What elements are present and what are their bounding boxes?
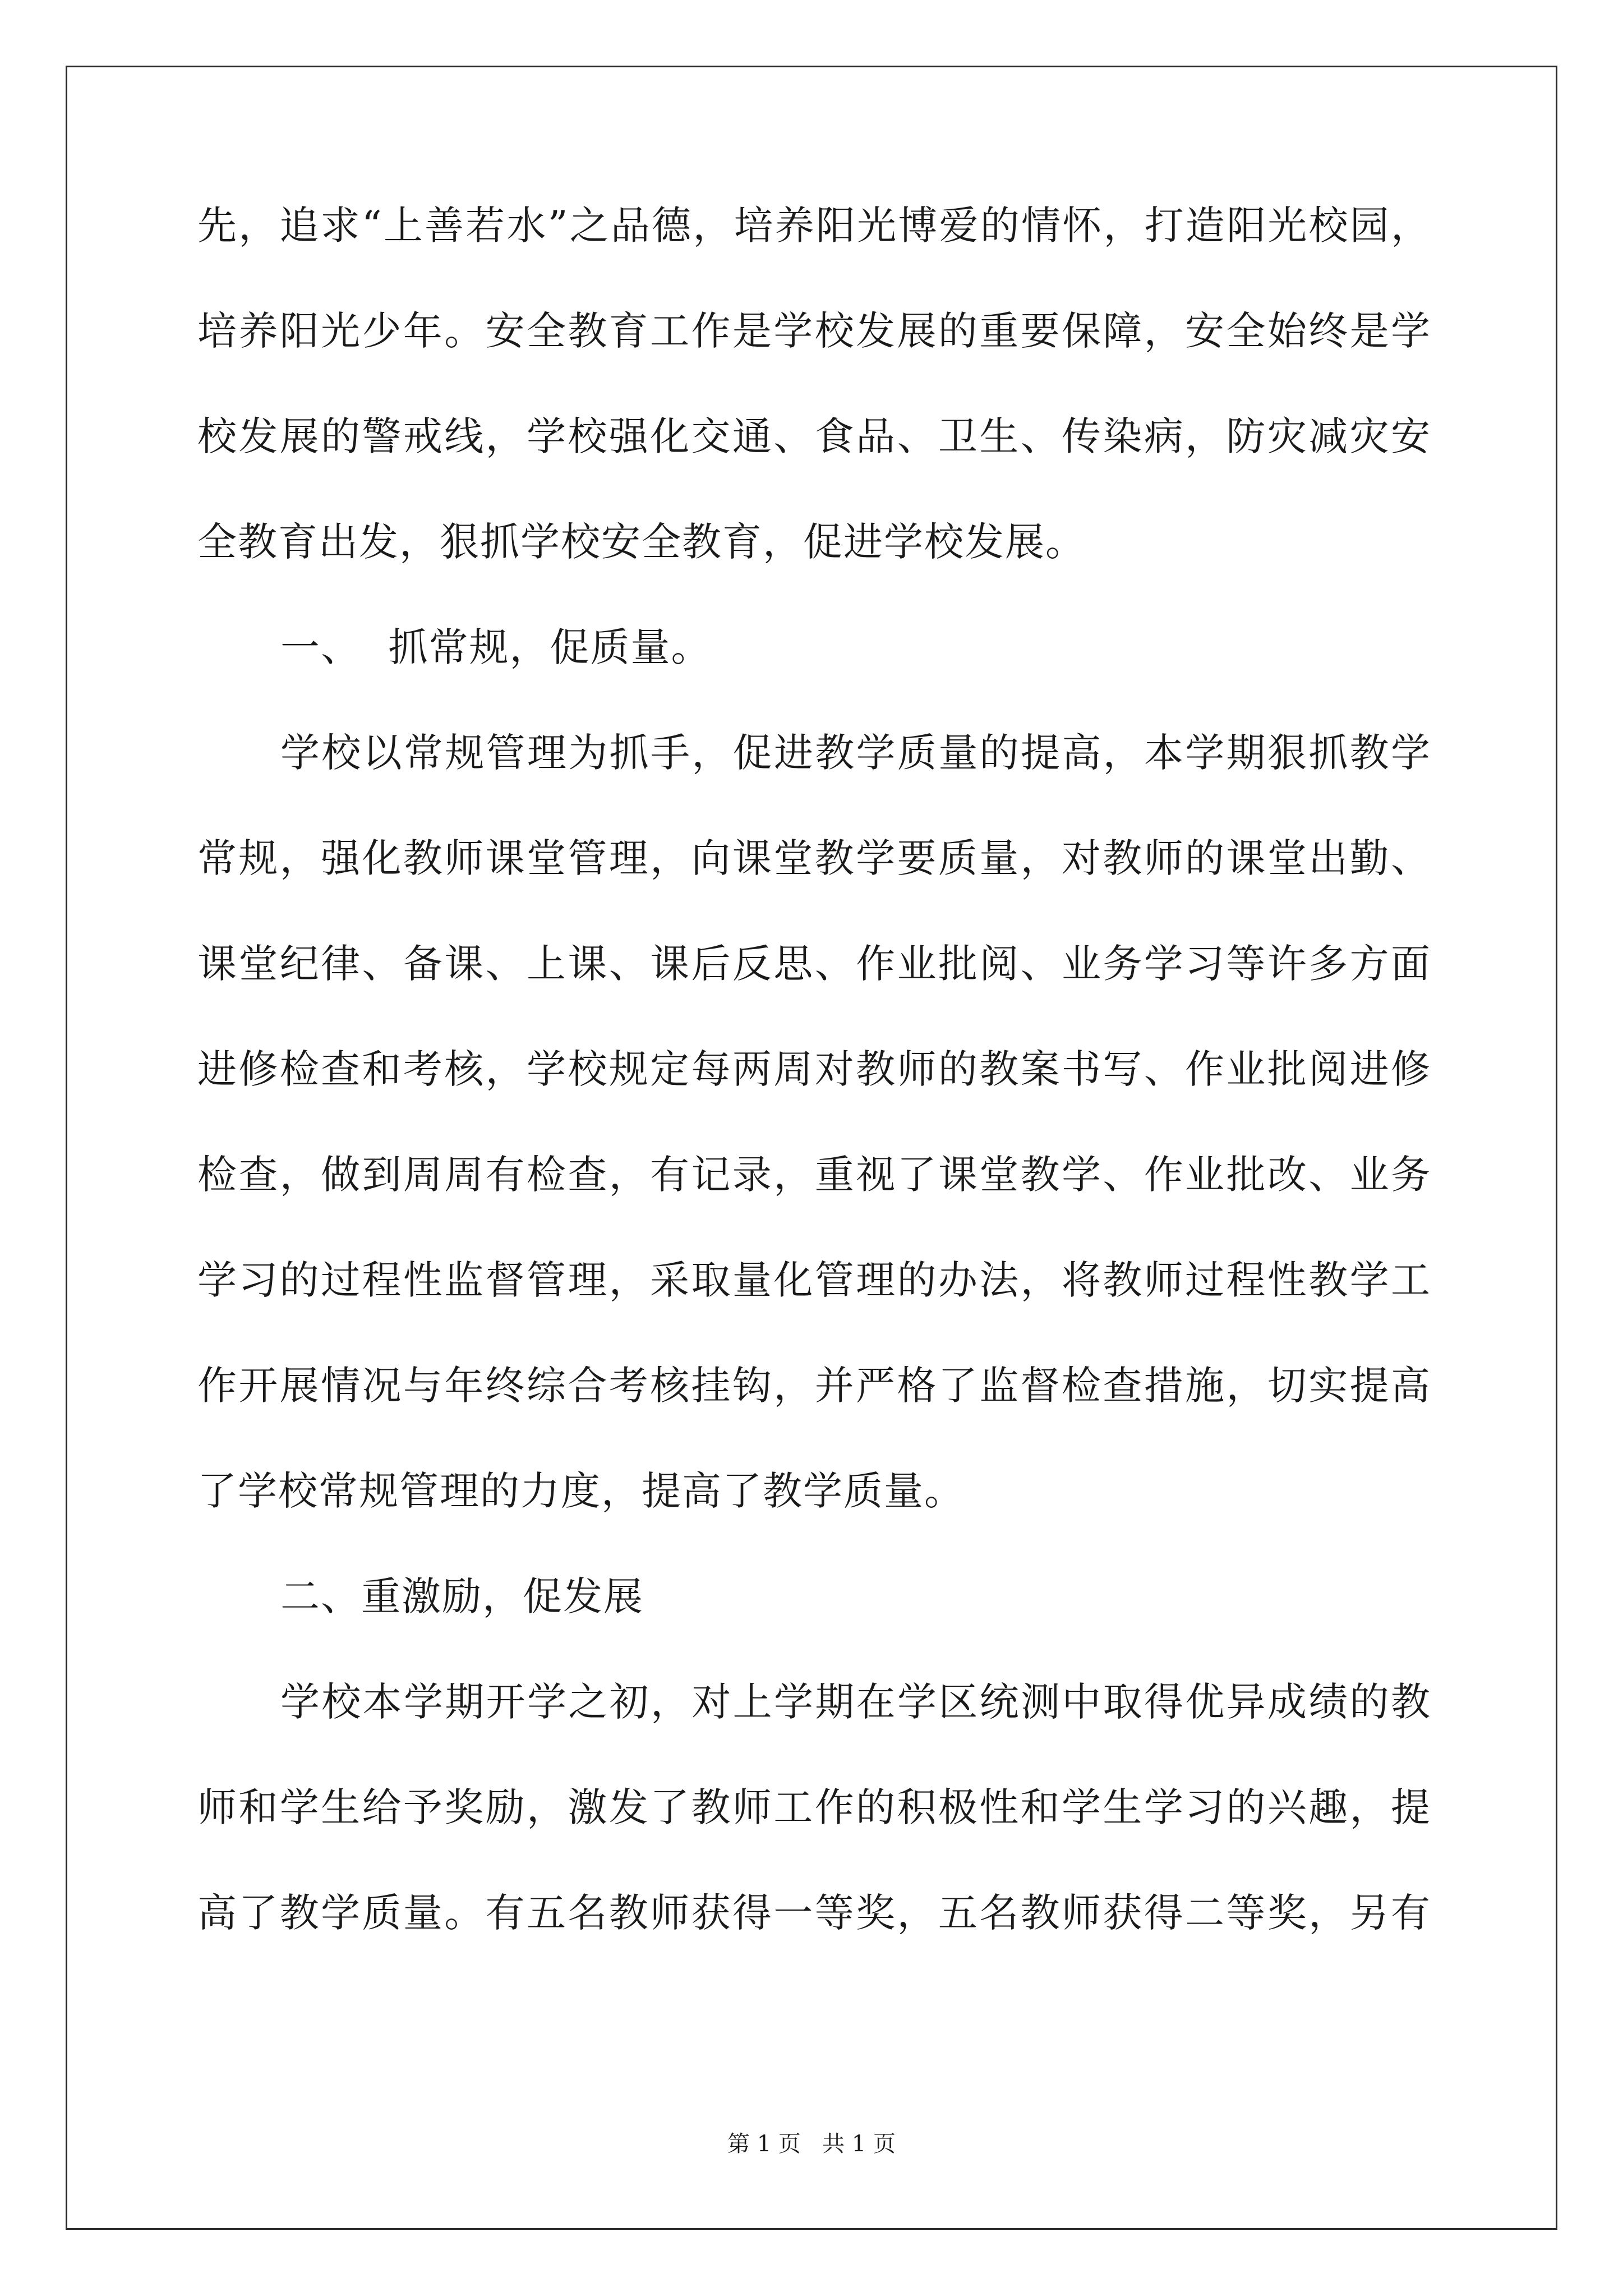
text-line: 学习的过程性监督管理，采取量化管理的办法，将教师过程性教学工 <box>197 1257 1431 1303</box>
text-line: 进修检查和考核，学校规定每两周对教师的教案书写、作业批阅进修 <box>197 1046 1431 1092</box>
text-line: 高了教学质量。有五名教师获得一等奖，五名教师获得二等奖，另有 <box>197 1890 1431 1936</box>
text-line: 学校以常规管理为抓手，促进教学质量的提高，本学期狠抓教学 <box>280 730 1431 776</box>
text-line: 先，追求“上善若水”之品德，培养阳光博爱的情怀，打造阳光校园， <box>197 203 1431 249</box>
section-heading-2: 二、重激励，促发展 <box>280 1573 644 1619</box>
text-line: 师和学生给予奖励，激发了教师工作的积极性和学生学习的兴趣，提 <box>197 1784 1431 1830</box>
page-footer: 第 1 页 共 1 页 <box>727 2131 896 2157</box>
section-heading-1: 一、 抓常规，促质量。 <box>280 624 712 670</box>
text-line: 检查，做到周周有检查，有记录，重视了课堂教学、作业批改、业务 <box>197 1152 1431 1198</box>
text-line: 常规，强化教师课堂管理，向课堂教学要质量，对教师的课堂出勤、 <box>197 835 1431 881</box>
text-line: 了学校常规管理的力度，提高了教学质量。 <box>197 1468 965 1514</box>
text-line: 全教育出发，狠抓学校安全教育，促进学校发展。 <box>197 519 1086 565</box>
text-line: 校发展的警戒线，学校强化交通、食品、卫生、传染病，防灾减灾安 <box>197 413 1431 459</box>
text-line: 培养阳光少年。安全教育工作是学校发展的重要保障，安全始终是学 <box>197 308 1431 354</box>
text-line: 课堂纪律、备课、上课、课后反思、作业批阅、业务学习等许多方面 <box>197 941 1431 987</box>
text-line: 学校本学期开学之初，对上学期在学区统测中取得优异成绩的教 <box>280 1679 1431 1725</box>
text-line: 作开展情况与年终综合考核挂钩，并严格了监督检查措施，切实提高 <box>197 1363 1431 1409</box>
